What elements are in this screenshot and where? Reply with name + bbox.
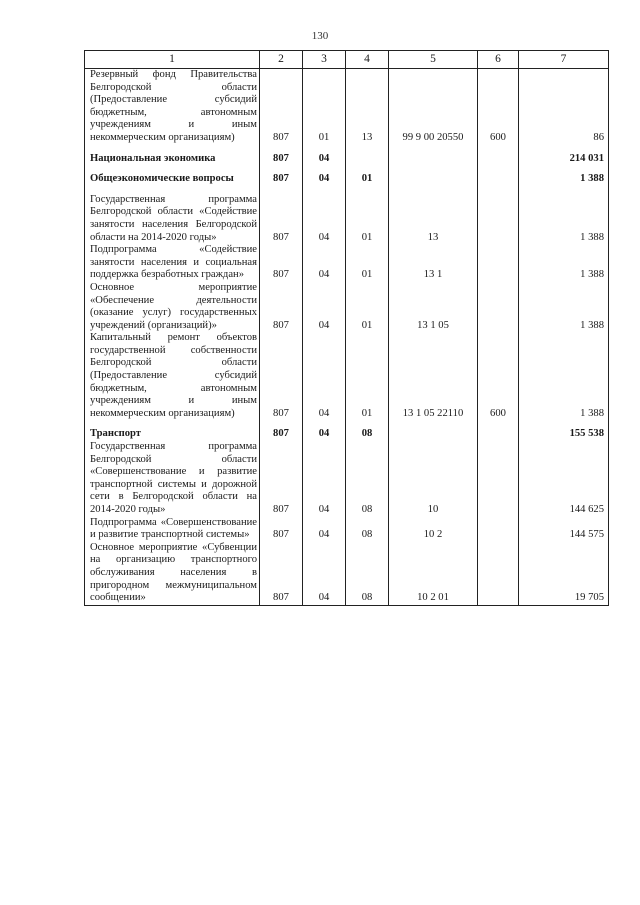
table-row [85, 517, 609, 542]
row-description: Национальная экономика [85, 145, 260, 166]
row-section-code: 04 [303, 332, 346, 420]
row-section-code: 01 [303, 69, 346, 145]
row-ministry-code: 807 [260, 542, 303, 605]
row-subsection-code [346, 145, 389, 166]
row-description: Основное мероприятие «Субвенции на организацию транспортного обслуживания населения в пригородном межмуниципальном сообщении» [85, 542, 260, 605]
row-expense-type [478, 420, 519, 441]
row-expense-type [478, 517, 519, 542]
row-ministry-code: 807 [260, 517, 303, 542]
row-ministry-code: 807 [260, 244, 303, 282]
row-section-code: 04 [303, 441, 346, 517]
row-ministry-code: 807 [260, 282, 303, 332]
row-amount: 144 625 [519, 441, 609, 517]
column-header: 6 [478, 51, 519, 69]
column-header: 2 [260, 51, 303, 69]
row-subsection-code: 08 [346, 517, 389, 542]
table-row [85, 542, 609, 605]
page-number: 130 [311, 30, 329, 42]
row-description: Основное мероприятие «Обеспечение деятельности (оказание услуг) государственных учреждений (организаций)» [85, 282, 260, 332]
row-amount: 86 [519, 69, 609, 145]
table-row [85, 332, 609, 420]
row-subsection-code: 01 [346, 244, 389, 282]
table-row [85, 186, 609, 244]
row-description: Государственная программа Белгородской области «Содействие занятости населения Белгородской области на 2014-2020 годы» [85, 186, 260, 244]
row-description: Государственная программа Белгородской области «Совершенствование и развитие транспортной системы и дорожной сети в Белгородской области на 2014-2020 годы» [85, 441, 260, 517]
column-header: 4 [346, 51, 389, 69]
row-target-code: 13 1 05 22110 [389, 332, 478, 420]
row-description: Капитальный ремонт объектов государственной собственности Белгородской области (Предоставление субсидий бюджетным, автономным учреждениям и иным некоммерческим организациям) [85, 332, 260, 420]
table-row [85, 145, 609, 166]
column-header: 5 [389, 51, 478, 69]
row-target-code [389, 420, 478, 441]
row-ministry-code: 807 [260, 145, 303, 166]
row-target-code [389, 145, 478, 166]
row-amount: 214 031 [519, 145, 609, 166]
table-row [85, 282, 609, 332]
row-subsection-code: 08 [346, 441, 389, 517]
row-subsection-code: 01 [346, 186, 389, 244]
row-expense-type [478, 244, 519, 282]
row-amount: 19 705 [519, 542, 609, 605]
row-section-code: 04 [303, 165, 346, 186]
row-section-code: 04 [303, 420, 346, 441]
row-description: Подпрограмма «Совершенствование и развитие транспортной системы» [85, 517, 260, 542]
row-target-code: 13 1 05 [389, 282, 478, 332]
row-target-code: 10 2 01 [389, 542, 478, 605]
row-target-code: 10 2 [389, 517, 478, 542]
row-section-code: 04 [303, 244, 346, 282]
row-amount: 1 388 [519, 165, 609, 186]
row-description: Общеэкономические вопросы [85, 165, 260, 186]
row-amount: 1 388 [519, 332, 609, 420]
row-expense-type [478, 186, 519, 244]
column-header: 3 [303, 51, 346, 69]
row-target-code: 13 1 [389, 244, 478, 282]
row-subsection-code: 01 [346, 332, 389, 420]
row-amount: 155 538 [519, 420, 609, 441]
row-subsection-code: 08 [346, 542, 389, 605]
table-row [85, 244, 609, 282]
row-amount: 1 388 [519, 244, 609, 282]
column-header: 1 [85, 51, 260, 69]
row-description: Резервный фонд Правительства Белгородской области (Предоставление субсидий бюджетным, автономным учреждениям и иным некоммерческим организациям) [85, 69, 260, 145]
row-subsection-code: 01 [346, 282, 389, 332]
row-target-code: 99 9 00 20550 [389, 69, 478, 145]
row-ministry-code: 807 [260, 165, 303, 186]
row-target-code: 13 [389, 186, 478, 244]
row-expense-type [478, 542, 519, 605]
row-expense-type [478, 441, 519, 517]
column-header: 7 [519, 51, 609, 69]
row-amount: 1 388 [519, 282, 609, 332]
row-ministry-code: 807 [260, 186, 303, 244]
row-section-code: 04 [303, 145, 346, 166]
row-expense-type [478, 145, 519, 166]
table-row [85, 69, 609, 145]
row-expense-type [478, 165, 519, 186]
row-ministry-code: 807 [260, 69, 303, 145]
row-ministry-code: 807 [260, 420, 303, 441]
row-description: Транспорт [85, 420, 260, 441]
row-section-code: 04 [303, 186, 346, 244]
row-target-code [389, 165, 478, 186]
row-ministry-code: 807 [260, 332, 303, 420]
row-subsection-code: 13 [346, 69, 389, 145]
table-row [85, 441, 609, 517]
row-amount: 1 388 [519, 186, 609, 244]
header-row [85, 51, 609, 69]
row-expense-type: 600 [478, 69, 519, 145]
row-subsection-code: 08 [346, 420, 389, 441]
budget-table [84, 50, 609, 606]
row-target-code: 10 [389, 441, 478, 517]
row-ministry-code: 807 [260, 441, 303, 517]
row-description: Подпрограмма «Содействие занятости населения и социальная поддержка безработных граждан» [85, 244, 260, 282]
row-expense-type: 600 [478, 332, 519, 420]
row-section-code: 04 [303, 542, 346, 605]
row-section-code: 04 [303, 517, 346, 542]
row-expense-type [478, 282, 519, 332]
row-section-code: 04 [303, 282, 346, 332]
table-row [85, 165, 609, 186]
table-row [85, 420, 609, 441]
row-subsection-code: 01 [346, 165, 389, 186]
row-amount: 144 575 [519, 517, 609, 542]
